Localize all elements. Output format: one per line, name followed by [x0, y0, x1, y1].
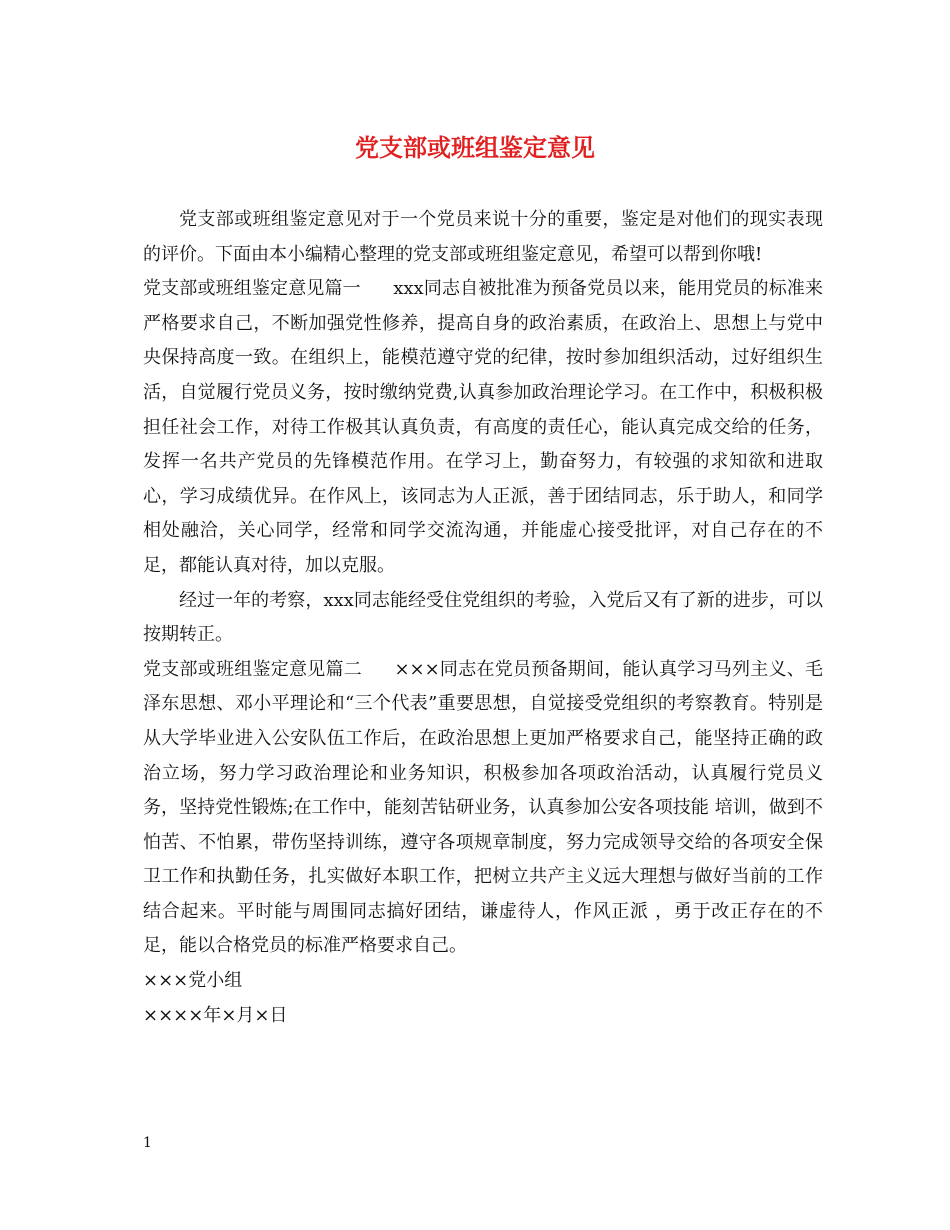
page-number: 1	[143, 1135, 152, 1151]
section-1-paragraph	[143, 272, 823, 583]
section-1-conclusion: 经过一年的考察，xxx同志能经受住党组织的考验，入党后又有了新的进步，可以按期转正。	[143, 589, 823, 646]
signature-group: ×××党小组	[143, 970, 243, 992]
section-2-text: ×××同志在党员预备期间，能认真学习马列主义、毛泽东思想、邓小平理论和“三个代表”重要思想，自觉接受党组织的考察教育。特别是从大学毕业进入公安队伍工作后，在政治思想上更加严格要求自己，能坚持正确的政治立场，努力学习政治理论和业务知识，积极参加各项政治活动，认真履行党员义务，坚持党性锻炼;在工作中，能刻苦钻研业务，认真参加公安各项技能 培训，做到不怕苦、不怕累，带伤坚持训练，遵守各项规章制度，努力完成领导交给的各项安全保卫工作和执勤任务，扎实做好本职工作，把树立共产主义远大理想与做好当前的工作结合起来。平时能与周围同志搞好团结，谦虚待人，作风正派 ，勇于改正存在的不足，能以合格党员的标准严格要求自己。	[143, 658, 824, 957]
signature-date: ××××年×月×日	[143, 1004, 288, 1026]
section-1-heading: 党支部或班组鉴定意见篇一	[143, 278, 361, 300]
document-body	[143, 203, 823, 1033]
section-1-text: xxx同志自被批准为预备党员以来，能用党员的标准来严格要求自己，不断加强党性修养，提高自身的政治素质，在政治上、思想上与党中央保持高度一致。在组织上，能模范遵守党的纪律，按时参加组织活动，过好组织生活，自觉履行党员义务，按时缴纳党费,认真参加政治理论学习。在工作中，积极积极担任社会工作，对待工作极其认真负责，有高度的责任心，能认真完成交给的任务，发挥一名共产党员的先锋模范作用。在学习上，勤奋努力，有较强的求知欲和进取心，学习成绩优异。在作风上，该同志为人正派，善于团结同志，乐于助人，和同学相处融洽，关心同学，经常和同学交流沟通，并能虚心接受批评，对自己存在的不足，都能认真对待，加以克服。	[143, 278, 824, 576]
section-2-paragraph	[143, 653, 823, 964]
intro-paragraph: 党支部或班组鉴定意见对于一个党员来说十分的重要，鉴定是对他们的现实表现的评价。下面由本小编精心整理的党支部或班组鉴定意见，希望可以帮到你哦!	[143, 209, 823, 265]
section-2-heading: 党支部或班组鉴定意见篇二	[143, 658, 363, 680]
page-title: 党支部或班组鉴定意见	[355, 133, 595, 162]
